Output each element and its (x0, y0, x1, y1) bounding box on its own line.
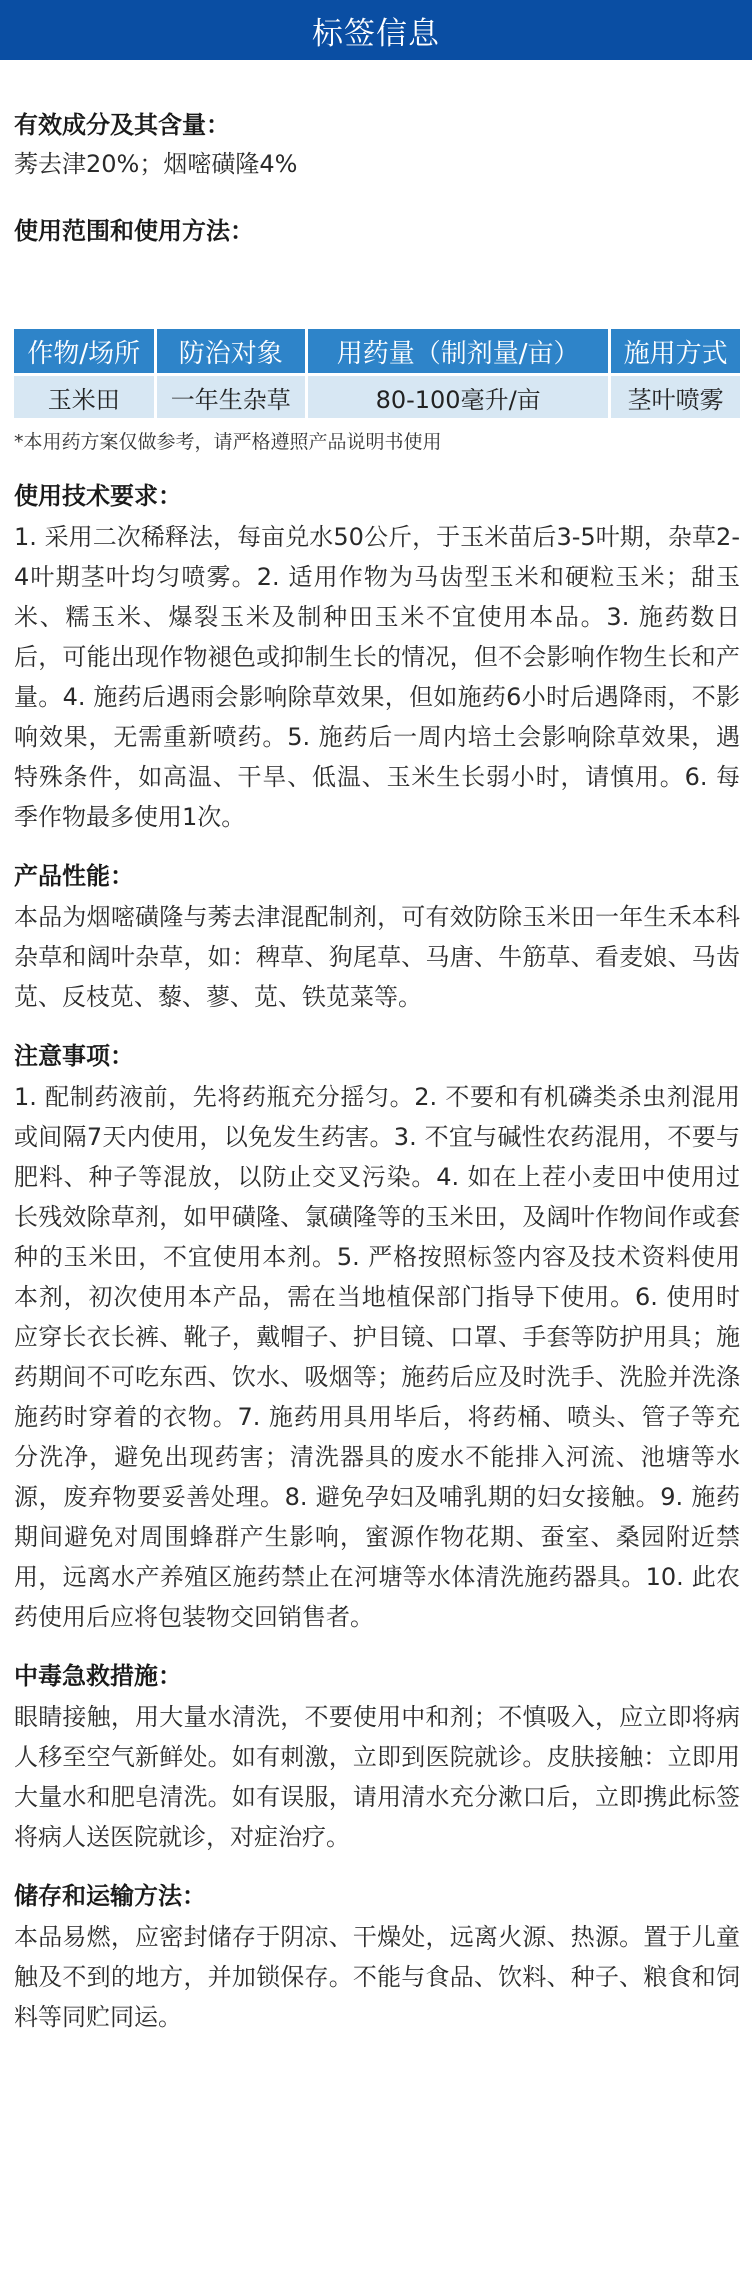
page-header (0, 0, 752, 60)
table-row (14, 376, 740, 418)
section-storage (14, 1879, 740, 2037)
tech-title: 使用技术要求： (14, 482, 182, 510)
storage-text: 本品易燃，应密封储存于阴凉、干燥处，远离火源、热源。置于儿童触及不到的地方，并加锁保存。不能与食品、饮料、种子、粮食和饲料等同贮同运。 (14, 1923, 740, 2031)
usage-table-header: 用药量（制剂量/亩） (308, 329, 608, 373)
ingredient-title: 有效成分及其含量： (14, 111, 230, 139)
caution-text: 1. 配制药液前，先将药瓶充分摇匀。2. 不要和有机磷类杀虫剂混用或间隔7天内使用，以免发生药害。3. 不宜与碱性农药混用，不要与肥料、种子等混放，以防止交叉污染。4. 如在上茬小麦田中使用过长残效除草剂，如甲磺隆、氯磺隆等的玉米田，及阔叶作物间作或套种的玉米田，不宜使用本剂。5. 严格按照标签内容及技术资料使用本剂，初次使用本产品，需在当地植保部门指导下使用。6. 使用时应穿长衣长裤、靴子，戴帽子、护目镜、口罩、手套等防护用具；施药期间不可吃东西、饮水、吸烟等；施药后应及时洗手、洗脸并洗涤施药时穿着的衣物。7. 施药用具用毕后，将药桶、喷头、管子等充分洗净，避免出现药害；清洗器具的废水不能排入河流、池塘等水源，废弃物要妥善处理。8. 避免孕妇及哺乳期的妇女接触。9. 施药期间避免对周围蜂群产生影响，蜜源作物花期、蚕室、桑园附近禁用，远离水产养殖区施药禁止在河塘等水体清洗施药器具。10. 此农药使用后应将包装物交回销售者。 (14, 1083, 740, 1631)
usage-table (11, 326, 743, 421)
firstaid-text: 眼睛接触，用大量水清洗，不要使用中和剂；不慎吸入，应立即将病人移至空气新鲜处。如有刺激，立即到医院就诊。皮肤接触：立即用大量水和肥皂清洗。如有误服，请用清水充分漱口后，立即携此标签将病人送医院就诊，对症治疗。 (14, 1703, 740, 1851)
section-usage (14, 214, 740, 457)
section-ingredient (14, 108, 740, 184)
section-firstaid (14, 1659, 740, 1857)
page-title: 标签信息 (312, 15, 440, 52)
usage-table-header: 施用方式 (611, 329, 740, 373)
caution-title: 注意事项： (14, 1042, 134, 1070)
usage-table-header: 防治对象 (157, 329, 305, 373)
table-cell: 茎叶喷雾 (611, 376, 740, 418)
usage-title: 使用范围和使用方法： (14, 217, 254, 245)
storage-title: 储存和运输方法： (14, 1882, 206, 1910)
section-performance (14, 859, 740, 1017)
ingredient-text: 莠去津20%；烟嘧磺隆4% (14, 150, 298, 178)
performance-text: 本品为烟嘧磺隆与莠去津混配制剂，可有效防除玉米田一年生禾本科杂草和阔叶杂草，如：稗草、狗尾草、马唐、牛筋草、看麦娘、马齿苋、反枝苋、藜、蓼、苋、铁苋菜等。 (14, 903, 740, 1011)
tech-text: 1. 采用二次稀释法，每亩兑水50公斤，于玉米苗后3-5叶期，杂草2-4叶期茎叶均匀喷雾。2. 适用作物为马齿型玉米和硬粒玉米；甜玉米、糯玉米、爆裂玉米及制种田玉米不宜使用本品。3. 施药数日后，可能出现作物褪色或抑制生长的情况，但不会影响作物生长和产量。4. 施药后遇雨会影响除草效果，但如施药6小时后遇降雨，不影响效果，无需重新喷药。5. 施药后一周内培土会影响除草效果，遇特殊条件，如高温、干旱、低温、玉米生长弱小时，请慎用。6. 每季作物最多使用1次。 (14, 523, 740, 831)
usage-table-wrap (14, 326, 740, 421)
usage-table-header: 作物/场所 (14, 329, 154, 373)
table-cell: 玉米田 (14, 376, 154, 418)
performance-title: 产品性能： (14, 862, 134, 890)
label-content (0, 60, 752, 2037)
table-cell: 一年生杂草 (157, 376, 305, 418)
table-cell: 80-100毫升/亩 (308, 376, 608, 418)
section-tech (14, 479, 740, 837)
usage-note: *本用药方案仅做参考，请严格遵照产品说明书使用 (14, 431, 442, 453)
firstaid-title: 中毒急救措施： (14, 1662, 182, 1690)
section-caution (14, 1039, 740, 1637)
usage-table-header-row (14, 329, 740, 373)
